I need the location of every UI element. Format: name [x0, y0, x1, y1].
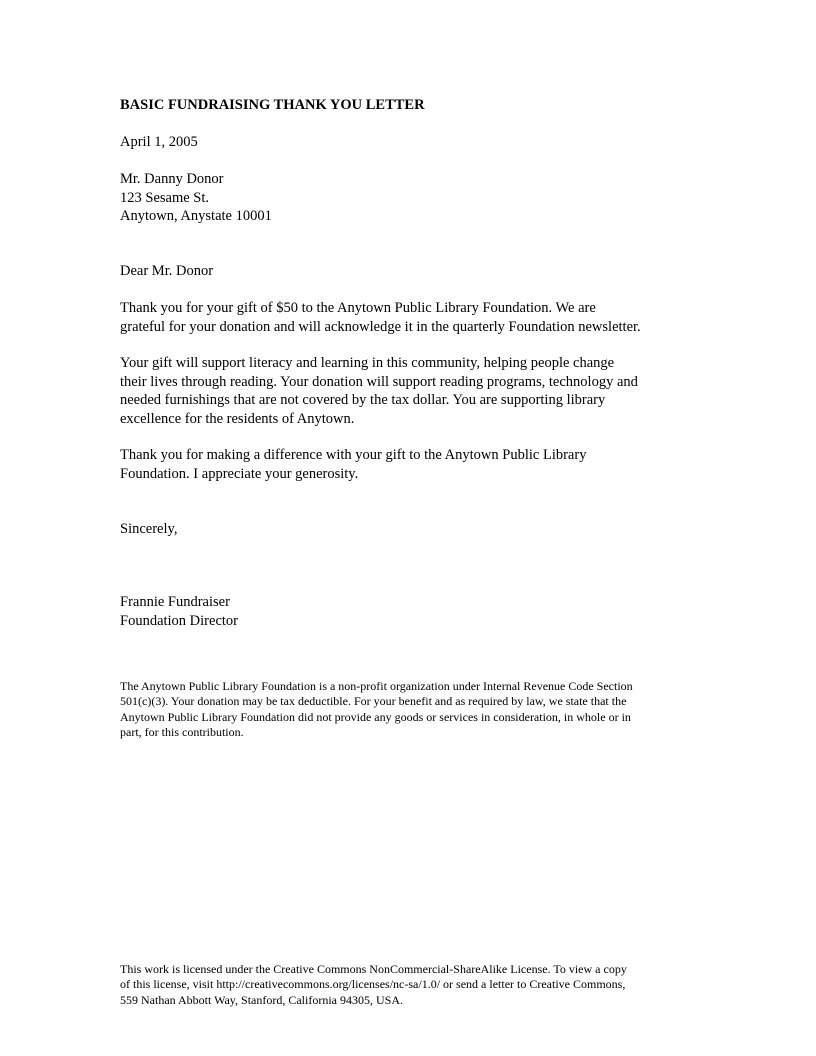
- paragraph-appreciation: [120, 446, 682, 483]
- tax-disclaimer: [120, 679, 690, 740]
- disclaimer-line: The Anytown Public Library Foundation is a non-profit organization under Internal Revenue Code Section: [120, 679, 633, 693]
- license-notice: [120, 962, 682, 1008]
- paragraph-gift-impact: [120, 354, 682, 428]
- paragraph-line: grateful for your donation and will acknowledge it in the quarterly Foundation newsletter.: [120, 318, 641, 335]
- paragraph-line: excellence for the residents of Anytown.: [120, 410, 355, 427]
- disclaimer-line: Anytown Public Library Foundation did not provide any goods or services in consideration, in whole or in: [120, 709, 631, 724]
- letter-date: April 1, 2005: [120, 134, 198, 150]
- paragraph-line: their lives through reading. Your donation will support reading programs, technology and: [120, 373, 638, 390]
- paragraph-line: Foundation. I appreciate your generosity.: [120, 465, 359, 482]
- letter-title: BASIC FUNDRAISING THANK YOU LETTER: [120, 97, 425, 113]
- signer-title: Foundation Director: [120, 612, 238, 629]
- disclaimer-line: part, for this contribution.: [120, 724, 244, 739]
- license-line: This work is licensed under the Creative Commons NonCommercial-ShareAlike License. To view a copy: [120, 962, 627, 976]
- paragraph-line: Your gift will support literacy and learning in this community, helping people change: [120, 355, 615, 371]
- recipient-street: 123 Sesame St.: [120, 189, 210, 206]
- paragraph-gift-thanks: [120, 299, 682, 336]
- recipient-address: [120, 170, 272, 226]
- closing: Sincerely,: [120, 521, 178, 537]
- recipient-name: Mr. Danny Donor: [120, 171, 224, 187]
- recipient-city-state-zip: Anytown, Anystate 10001: [120, 208, 272, 224]
- paragraph-line: Thank you for making a difference with your gift to the Anytown Public Library: [120, 447, 587, 463]
- signer-name: Frannie Fundraiser: [120, 594, 230, 610]
- license-line: 559 Nathan Abbott Way, Stanford, California 94305, USA.: [120, 992, 404, 1007]
- paragraph-line: Thank you for your gift of $50 to the Anytown Public Library Foundation. We are: [120, 300, 596, 316]
- salutation: Dear Mr. Donor: [120, 263, 214, 279]
- disclaimer-line: 501(c)(3). Your donation may be tax deductible. For your benefit and as required by law, we state that the: [120, 694, 627, 709]
- license-line: of this license, visit http://creativecommons.org/licenses/nc-sa/1.0/ or send a letter to Creative Commons,: [120, 977, 626, 992]
- paragraph-line: needed furnishings that are not covered by the tax dollar. You are supporting library: [120, 392, 606, 408]
- signature-block: [120, 593, 238, 630]
